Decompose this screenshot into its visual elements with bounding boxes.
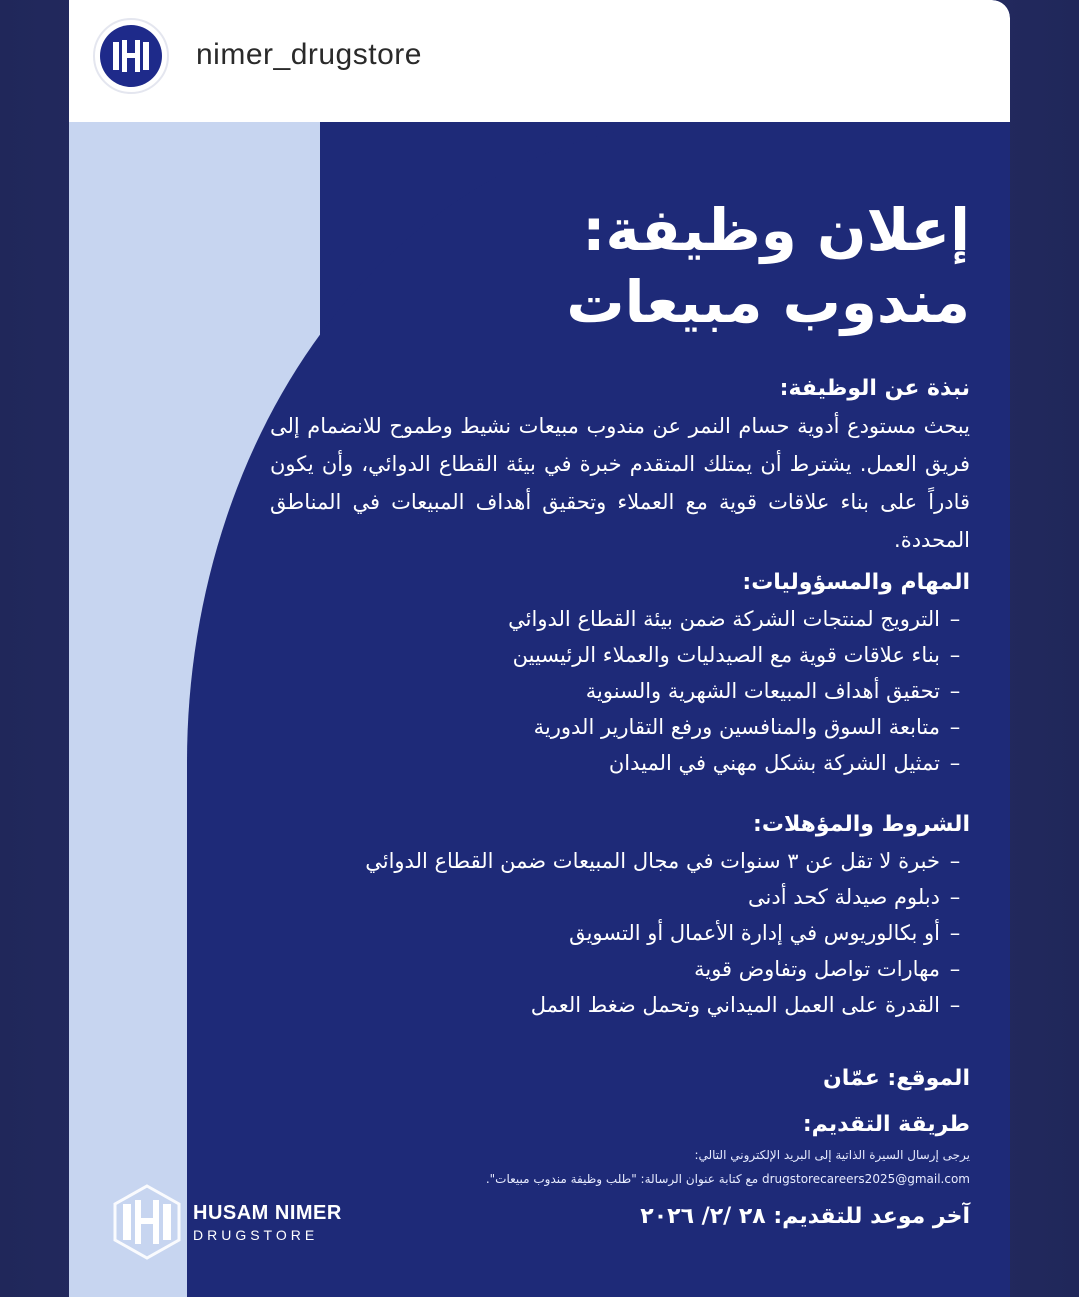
list-item: –القدرة على العمل الميداني وتحمل ضغط العمل [530,993,961,1017]
poster-title [370,194,970,338]
about-text: يبحث مستودع أدوية حسام النمر عن مندوب مبيعات نشيط وطموح للانضمام إلى فريق العمل. يشترط أن يمتلك المتقدم خبرة في بيئة القطاع الدوائي، وأن يكون قادراً على بناء علاقات قوية مع العملاء وتحقيق أهداف المبيعات في المناطق المحددة. [270,414,970,552]
hn-logo-icon [100,25,162,87]
list-item: –متابعة السوق والمنافسين ورفع التقارير الدورية [533,715,961,739]
job-poster [69,122,1010,1297]
location-text: الموقع: عمّان [822,1066,970,1091]
logo-line-2: DRUGSTORE [193,1226,319,1243]
hn-logo-icon [109,1184,185,1260]
logo-line-1: HUSAM NIMER [193,1201,342,1224]
apply-heading: طريقة التقديم: [802,1112,970,1137]
title-line-2: مندوب مبيعات [566,268,970,336]
brand-logo [109,1180,349,1264]
profile-avatar[interactable] [93,18,169,94]
instagram-post-card [69,0,1010,1297]
deadline-text: آخر موعد للتقديم: ٢٨ /٢/ ٢٠٢٦ [640,1204,970,1229]
username[interactable]: nimer_drugstore [196,38,422,71]
list-item: –تحقيق أهداف المبيعات الشهرية والسنوية [585,679,961,703]
duties-heading: المهام والمسؤوليات: [742,570,970,595]
apply-section [270,1112,970,1191]
list-item: –أو بكالوريوس في إدارة الأعمال أو التسويق [569,921,961,945]
list-item: –مهارات تواصل وتفاوض قوية [694,957,961,981]
about-section [270,376,970,559]
list-item: –خبرة لا تقل عن ٣ سنوات في مجال المبيعات ضمن القطاع الدوائي [365,849,961,873]
list-item: –الترويج لمنتجات الشركة ضمن بيئة القطاع الدوائي [508,607,961,631]
requirements-list [270,843,970,1023]
location-section [270,1066,970,1097]
post-header [69,0,1010,122]
duties-list [270,601,970,781]
deadline-section [270,1204,970,1229]
list-item: –دبلوم صيدلة كحد أدنى [748,885,961,909]
title-line-1: إعلان وظيفة: [582,196,970,264]
requirements-section [270,812,970,1023]
apply-instructions: يرجى إرسال السيرة الذاتية إلى البريد الإلكتروني التالي: [694,1148,970,1162]
logo-text [193,1202,342,1243]
requirements-heading: الشروط والمؤهلات: [753,812,970,837]
list-item: –بناء علاقات قوية مع الصيدليات والعملاء الرئيسيين [512,643,961,667]
duties-section [270,570,970,781]
about-heading: نبذة عن الوظيفة: [779,376,970,401]
apply-email-line: drugstorecareers2025@gmail.com مع كتابة عنوان الرسالة: "طلب وظيفة مندوب مبيعات". [485,1172,970,1186]
list-item: –تمثيل الشركة بشكل مهني في الميدان [608,751,961,775]
